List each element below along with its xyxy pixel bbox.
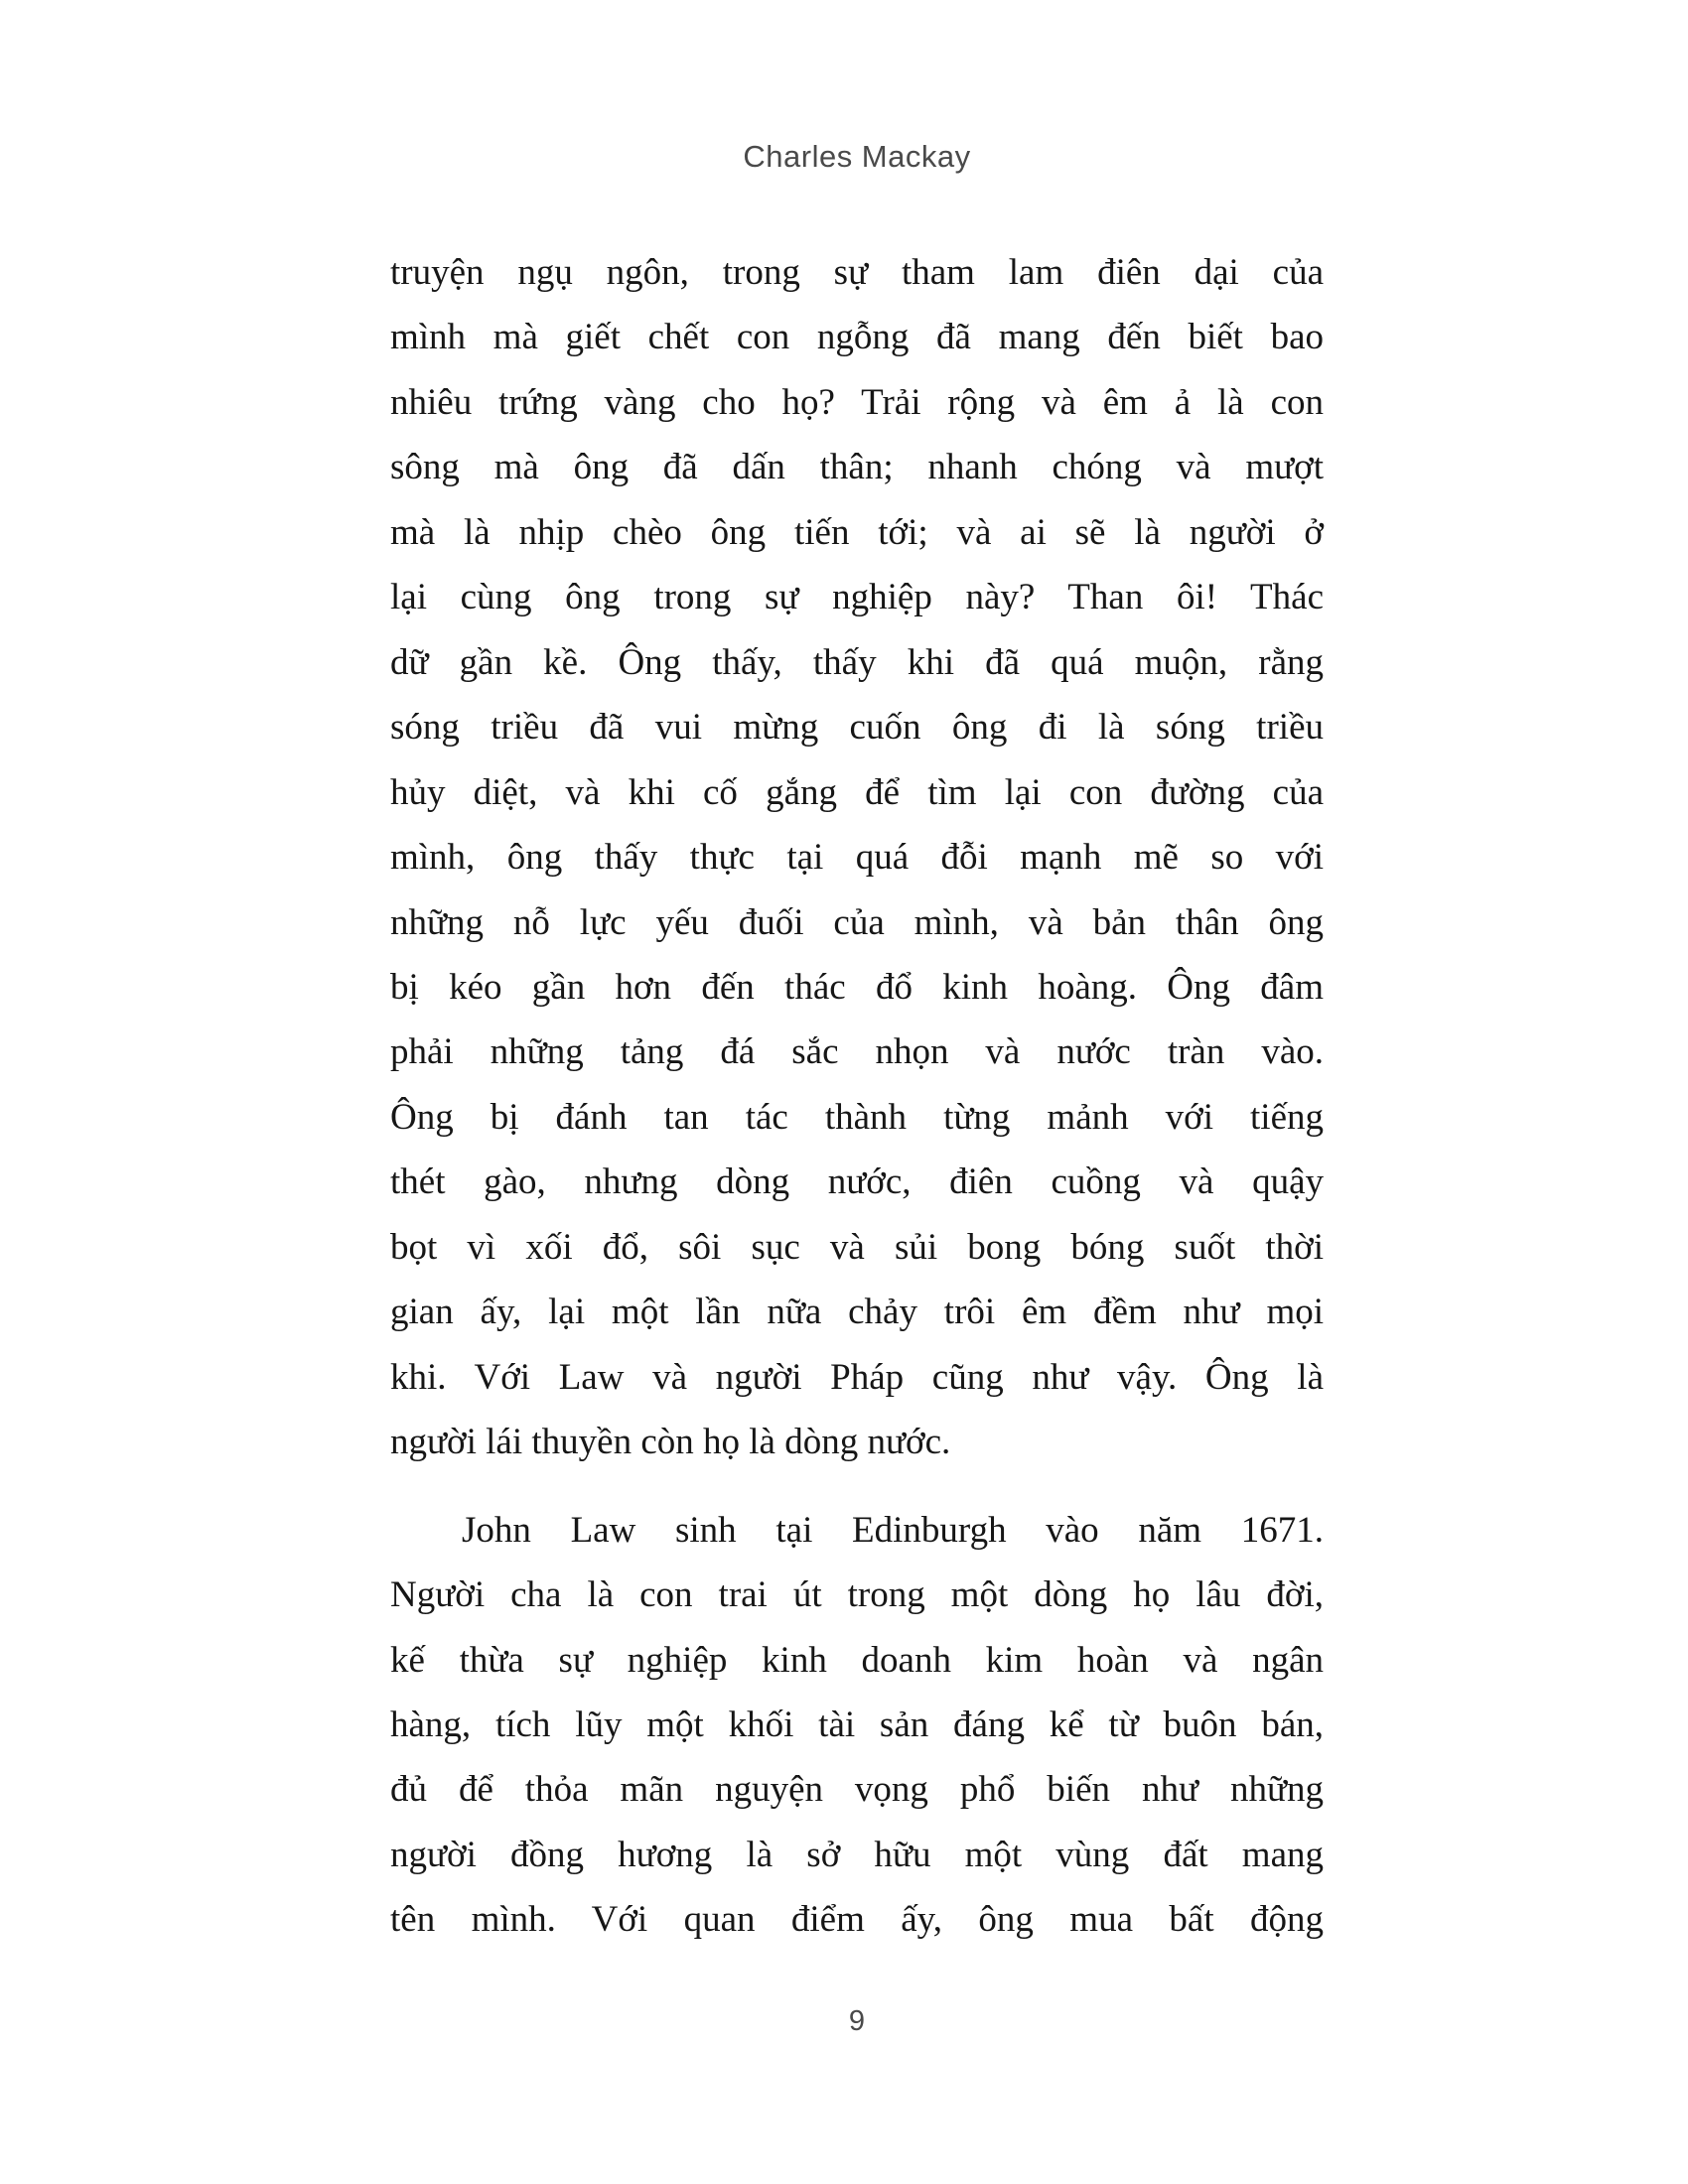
body-text-line: người lái thuyền còn họ là dòng nước.	[390, 1422, 951, 1463]
body-text-line: tên mình. Với quan điểm ấy, ông mua bất động	[390, 1899, 1324, 1941]
body-text-line: mình mà giết chết con ngỗng đã mang đến biết bao	[390, 317, 1324, 358]
body-text-line: nhiêu trứng vàng cho họ? Trải rộng và êm ả là con	[390, 381, 1324, 423]
running-header-author: Charles Mackay	[743, 139, 971, 174]
body-text-line: mà là nhịp chèo ông tiến tới; và ai sẽ là người ở	[390, 511, 1324, 553]
body-text-line: gian ấy, lại một lần nữa chảy trôi êm đềm như mọi	[390, 1292, 1324, 1333]
paragraph-1	[390, 240, 1324, 1475]
body-text-line: sóng triều đã vui mừng cuốn ông đi là sóng triều	[390, 707, 1324, 749]
body-text-line: thét gào, nhưng dòng nước, điên cuồng và quậy	[390, 1161, 1324, 1203]
body-text-line: mình, ông thấy thực tại quá đỗi mạnh mẽ so với	[390, 837, 1324, 879]
body-text-line: đủ để thỏa mãn nguyện vọng phổ biến như những	[390, 1769, 1324, 1811]
body-text-line: người đồng hương là sở hữu một vùng đất mang	[390, 1834, 1324, 1875]
body-text-line: dữ gần kề. Ông thấy, thấy khi đã quá muộn, rằng	[390, 641, 1324, 683]
paragraph-2	[390, 1498, 1324, 1953]
body-text-line: kế thừa sự nghiệp kinh doanh kim hoàn và ngân	[390, 1639, 1324, 1681]
body-text-line: bọt vì xối đổ, sôi sục và sủi bong bóng suốt thời	[390, 1226, 1324, 1268]
body-text-line: truyện ngụ ngôn, trong sự tham lam điên dại của	[390, 252, 1324, 293]
body-text-line: John Law sinh tại Edinburgh vào năm 1671.	[462, 1509, 1324, 1551]
body-text-line: hàng, tích lũy một khối tài sản đáng kể từ buôn bán,	[390, 1704, 1324, 1745]
body-text-line: lại cùng ông trong sự nghiệp này? Than ôi! Thác	[390, 577, 1324, 618]
body-text-line: những nỗ lực yếu đuối của mình, và bản thân ông	[390, 901, 1324, 943]
body-text-line: sông mà ông đã dấn thân; nhanh chóng và mượt	[390, 447, 1324, 488]
body-text-line: bị kéo gần hơn đến thác đổ kinh hoàng. Ông đâm	[390, 966, 1324, 1008]
body-text-line: Người cha là con trai út trong một dòng họ lâu đời,	[390, 1574, 1324, 1616]
body-text-line: Ông bị đánh tan tác thành từng mảnh với tiếng	[390, 1096, 1324, 1138]
page-number: 9	[848, 2005, 866, 2037]
body-text-block	[390, 240, 1324, 1953]
body-text-line: hủy diệt, và khi cố gắng để tìm lại con đường của	[390, 771, 1324, 813]
body-text-line: khi. Với Law và người Pháp cũng như vậy. Ông là	[390, 1356, 1324, 1398]
body-text-line: phải những tảng đá sắc nhọn và nước tràn vào.	[390, 1031, 1324, 1073]
